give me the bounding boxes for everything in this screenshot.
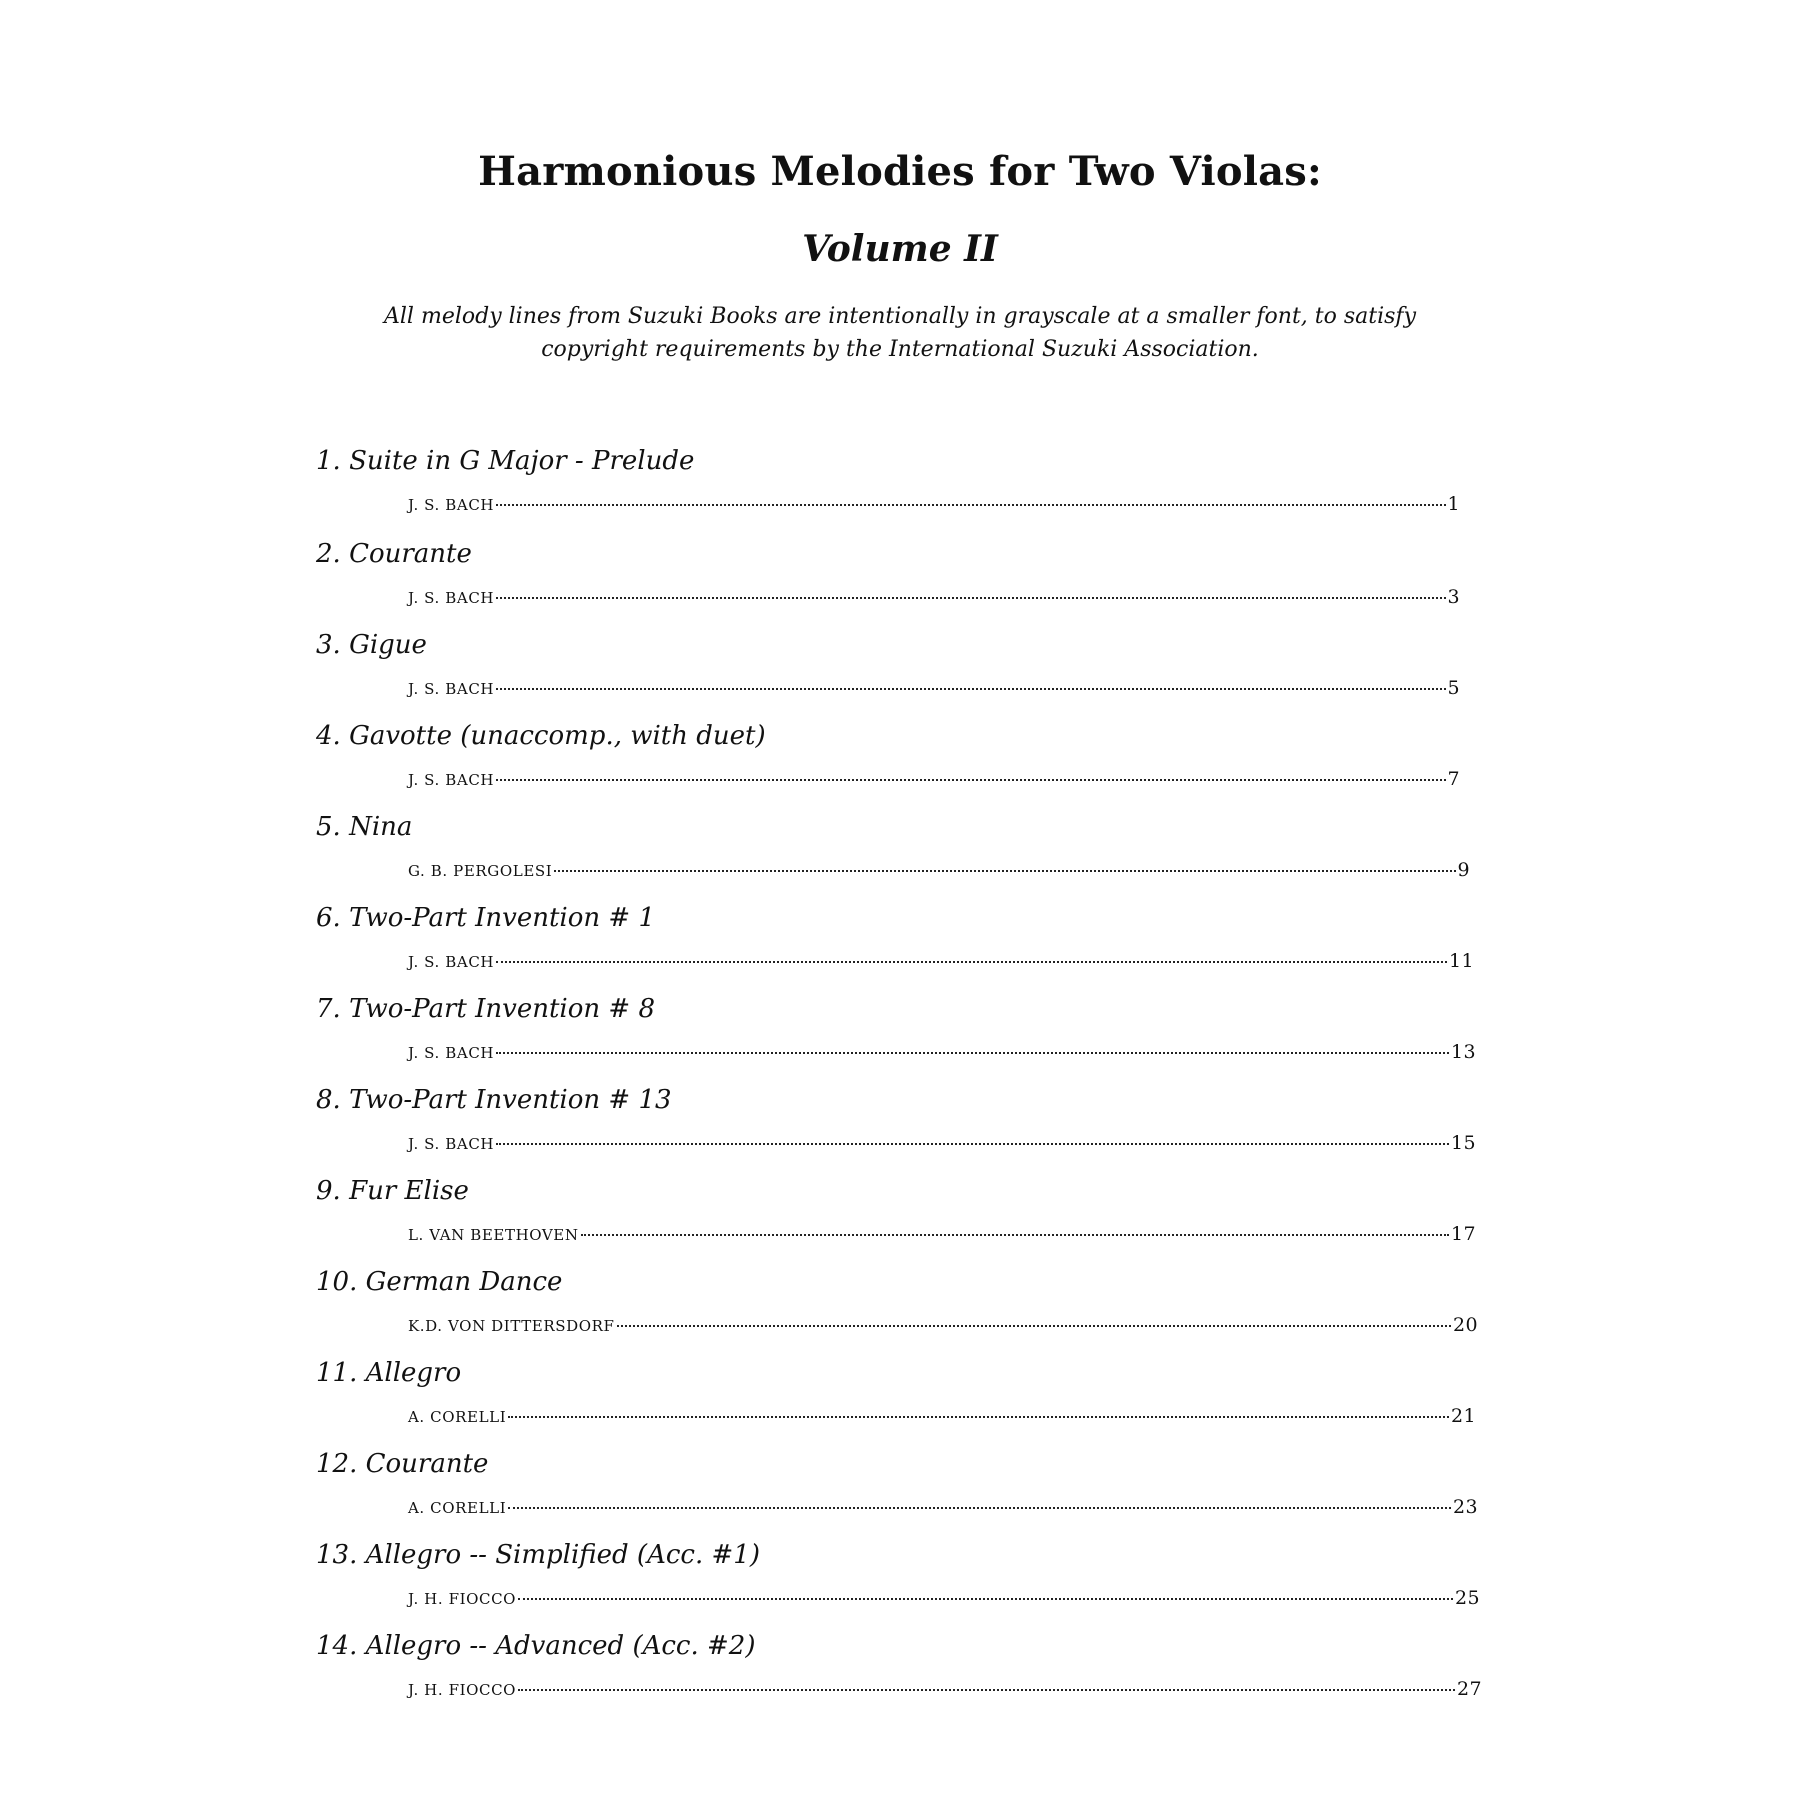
copyright-note: All melody lines from Suzuki Books are intentionally in grayscale at a smaller font, to satisfy copyright requirements by the International Suzuki Association. — [384, 304, 1416, 362]
piece-title: 1. Suite in G Major - Prelude — [316, 446, 695, 476]
page-number: 1 — [1447, 493, 1460, 515]
dot-leader — [496, 597, 1445, 599]
toc-line — [408, 1224, 1476, 1244]
composer-name: J. S. BACH — [408, 771, 495, 789]
toc-line — [408, 1679, 1482, 1699]
dot-leader — [518, 1598, 1453, 1600]
composer-name: J. H. FIOCCO — [408, 1590, 517, 1608]
toc-line — [408, 587, 1460, 607]
dot-leader — [508, 1416, 1449, 1418]
piece-title: 14. Allegro -- Advanced (Acc. #2) — [316, 1631, 756, 1661]
piece-title: 9. Fur Elise — [316, 1176, 469, 1206]
dot-leader — [496, 1143, 1449, 1145]
piece-title: 11. Allegro — [316, 1358, 462, 1388]
composer-name: J. S. BACH — [408, 496, 495, 514]
dot-leader — [554, 870, 1455, 872]
document-title: Harmonious Melodies for Two Violas: — [478, 148, 1322, 195]
piece-title: 6. Two-Part Invention # 1 — [316, 903, 656, 933]
piece-title: 4. Gavotte (unaccomp., with duet) — [316, 721, 766, 751]
page-number: 7 — [1447, 768, 1460, 790]
toc-line — [408, 678, 1460, 698]
dot-leader — [508, 1507, 1451, 1509]
toc-line — [408, 494, 1460, 514]
dot-leader — [581, 1234, 1449, 1236]
page-number: 21 — [1451, 1405, 1476, 1427]
page-number: 11 — [1449, 950, 1474, 972]
piece-title: 13. Allegro -- Simplified (Acc. #1) — [316, 1540, 760, 1570]
composer-name: J. H. FIOCCO — [408, 1681, 517, 1699]
piece-title: 7. Two-Part Invention # 8 — [316, 994, 656, 1024]
dot-leader — [617, 1325, 1451, 1327]
page-number: 20 — [1453, 1314, 1478, 1336]
toc-line — [408, 1497, 1478, 1517]
page-number: 17 — [1451, 1223, 1476, 1245]
toc-line — [408, 1406, 1476, 1426]
page-number: 13 — [1451, 1041, 1476, 1063]
page-number: 25 — [1455, 1587, 1480, 1609]
page-number: 5 — [1447, 677, 1460, 699]
composer-name: J. S. BACH — [408, 589, 495, 607]
dot-leader — [496, 779, 1445, 781]
piece-title: 3. Gigue — [316, 630, 427, 660]
toc-line — [408, 769, 1460, 789]
piece-title: 12. Courante — [316, 1449, 489, 1479]
page-number: 3 — [1447, 586, 1460, 608]
volume-subtitle: Volume II — [802, 228, 998, 270]
page-number: 27 — [1457, 1678, 1482, 1700]
composer-name: J. S. BACH — [408, 1135, 495, 1153]
composer-name: J. S. BACH — [408, 1044, 495, 1062]
toc-line — [408, 860, 1470, 880]
piece-title: 10. German Dance — [316, 1267, 563, 1297]
composer-name: J. S. BACH — [408, 953, 495, 971]
page-number: 15 — [1451, 1132, 1476, 1154]
piece-title: 2. Courante — [316, 539, 472, 569]
toc-line — [408, 1042, 1476, 1062]
composer-name: A. CORELLI — [408, 1499, 507, 1517]
piece-title: 8. Two-Part Invention # 13 — [316, 1085, 672, 1115]
piece-title: 5. Nina — [316, 812, 413, 842]
toc-line — [408, 1315, 1478, 1335]
composer-name: J. S. BACH — [408, 680, 495, 698]
composer-name: G. B. PERGOLESI — [408, 862, 553, 880]
toc-line — [408, 1588, 1480, 1608]
dot-leader — [518, 1689, 1455, 1691]
page-number: 9 — [1457, 859, 1470, 881]
toc-line — [408, 1133, 1476, 1153]
dot-leader — [496, 1052, 1449, 1054]
dot-leader — [496, 961, 1447, 963]
toc-line — [408, 951, 1474, 971]
page-number: 23 — [1453, 1496, 1478, 1518]
composer-name: A. CORELLI — [408, 1408, 507, 1426]
composer-name: L. VAN BEETHOVEN — [408, 1226, 579, 1244]
dot-leader — [496, 688, 1445, 690]
composer-name: K.D. VON DITTERSDORF — [408, 1317, 615, 1335]
dot-leader — [496, 504, 1445, 506]
